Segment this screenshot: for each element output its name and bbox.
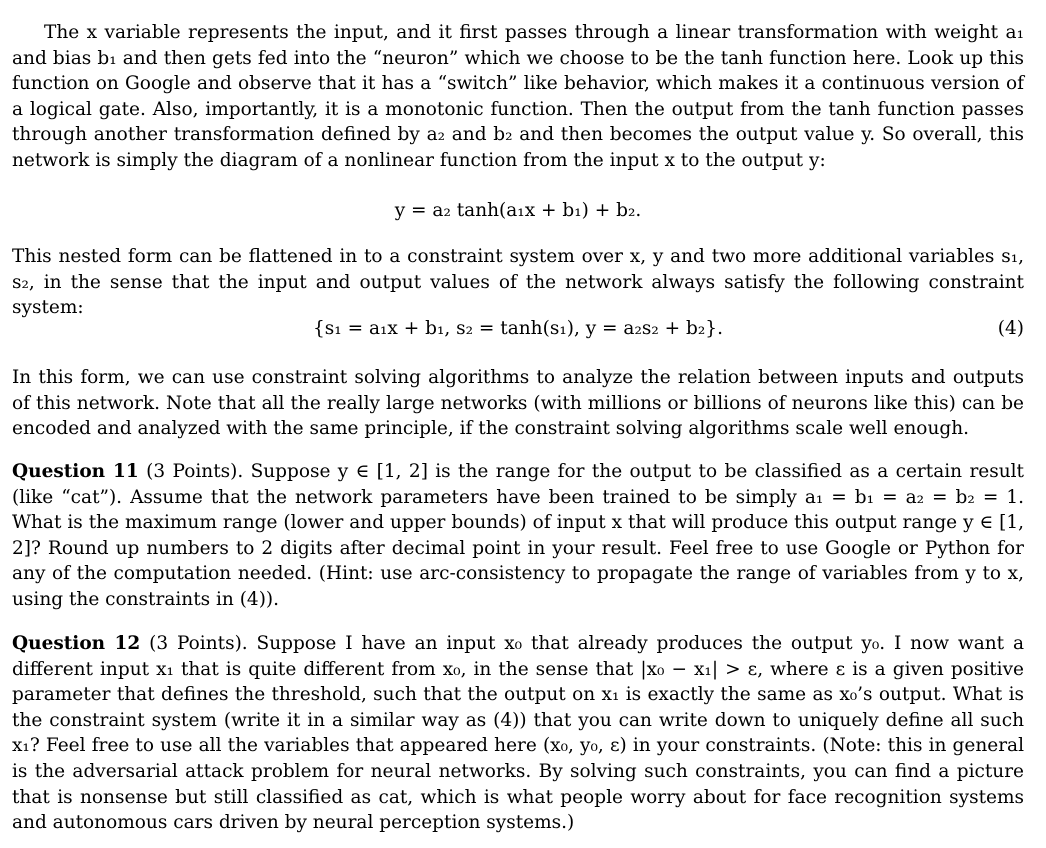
equation-number: (4)	[997, 318, 1024, 339]
constraint-system-equation	[12, 316, 1024, 342]
question-12-points: (3 Points).	[149, 633, 248, 654]
question-11-title: Question 11	[12, 461, 139, 482]
question-11	[12, 459, 1024, 613]
question-11-body: Suppose y ∈ [1, 2] is the range for the output to be classified as a certain result (like “cat”). Assume that the network parameters have been trained to be simply a₁ = b₁ = a₂ = b₂ = 1. What is the maximum range (lower and upper bounds) of input x that will produce this output range y ∈ [1, 2]? Round up numbers to 2 digits after decimal point in your result. Feel free to use Google or Python for any of the computation needed. (Hint: use arc-consistency to propagate the range of variables from y to x, using the constraints in (4)).	[12, 461, 1024, 610]
question-12	[12, 631, 1024, 836]
tanh-network-equation	[12, 198, 1024, 224]
question-11-points: (3 Points).	[146, 461, 244, 482]
intro-paragraph-1-text: The x variable represents the input, and it first passes through a linear transformation with weight a₁ and bias b₁ and then gets fed into the “neuron” which we choose to be the tanh function here. Look up this function on Google and observe that it has a “switch” like behavior, which makes it a continuous version of a logical gate. Also, importantly, it is a monotonic function. Then the output from the tanh function passes through another transformation defined by a₂ and b₂ and then becomes the output value y. So overall, this network is simply the diagram of a nonlinear function from the input x to the output y:	[12, 22, 1024, 171]
question-12-title: Question 12	[12, 633, 141, 654]
question-12-body: Suppose I have an input x₀ that already produces the output y₀. I now want a different input x₁ that is quite different from x₀, in the sense that |x₀ − x₁| > ε, where ε is a given positive parameter that defines the threshold, such that the output on x₁ is exactly the same as x₀’s output. What is the constraint system (write it in a similar way as (4)) that you can write down to uniquely define all such x₁? Feel free to use all the variables that appeared here (x₀, y₀, ε) in your constraints. (Note: this in general is the adversarial attack problem for neural networks. By solving such constraints, you can find a picture that is nonsense but still classified as cat, which is what people worry about for face recognition systems and autonomous cars driven by neural perception systems.)	[12, 633, 1024, 834]
equation-2-text: {s₁ = a₁x + b₁, s₂ = tanh(s₁), y = a₂s₂ + b₂}.	[313, 318, 723, 339]
intro-paragraph-1	[12, 20, 1024, 174]
intro-paragraph-3: In this form, we can use constraint solving algorithms to analyze the relation between inputs and outputs of this network. Note that all the really large networks (with millions or billions of neurons like this) can be encoded and analyzed with the same principle, if the constraint solving algorithms scale well enough.	[12, 367, 1024, 440]
intro-paragraph-2: This nested form can be flattened in to a constraint system over x, y and two more additional variables s₁, s₂, in the sense that the input and output values of the network always satisfy the following constraint system:	[12, 246, 1024, 319]
equation-1-text: y = a₂ tanh(a₁x + b₁) + b₂.	[394, 200, 642, 221]
